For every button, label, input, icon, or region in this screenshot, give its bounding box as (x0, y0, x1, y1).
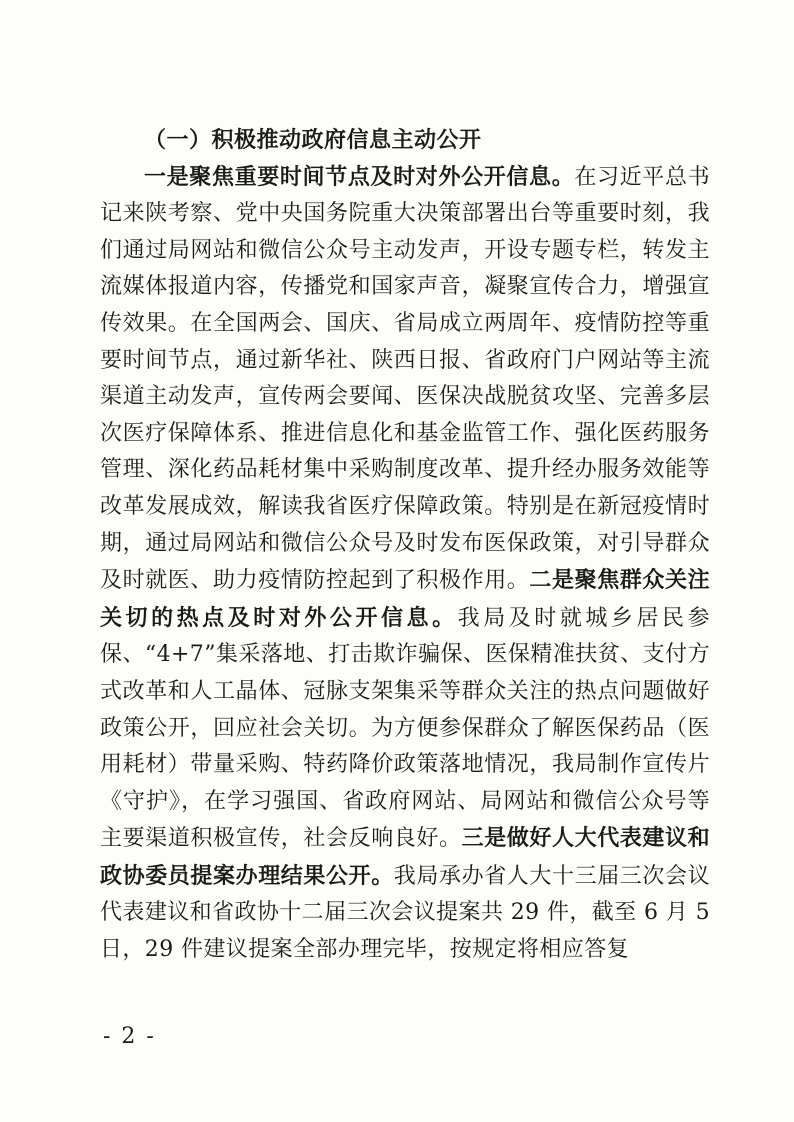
page-number: - 2 - (103, 1024, 156, 1049)
body-paragraph (100, 159, 710, 969)
point-two-text: 我局及时就城乡居民参保、“4+7”集采落地、打击欺诈骗保、医保精准扶贫、支付方式改革和人工晶体、冠脉支架集采等群众关注的热点问题做好政策公开，回应社会关切。为方便参保群众了解医保药品（医用耗材）带量采购、特药降价政策落地情况，我局制作宣传片《守护》，在学习强国、省政府网站、局网站和微信公众号等主要渠道积极宣传，社会反响良好。 (100, 605, 710, 852)
point-one-text: 在习近平总书记来陕考察、党中央国务院重大决策部署出台等重要时刻，我们通过局网站和微信公众号主动发声，开设专题专栏，转发主流媒体报道内容，传播党和国家声音，凝聚宣传合力，增强宣传效果。在全国两会、国庆、省局成立两周年、疫情防控等重要时间节点，通过新华社、陕西日报、省政府门户网站等主流渠道主动发声，宣传两会要闻、医保决战脱贫攻坚、完善多层次医疗保障体系、推进信息化和基金监管工作、强化医药服务管理、深化药品耗材集中采购制度改革、提升经办服务效能等改革发展成效，解读我省医疗保障政策。特别是在新冠疫情时期，通过局网站和微信公众号及时发布医保政策，对引导群众及时就医、助力疫情防控起到了积极作用。 (100, 164, 710, 594)
point-two-title: 二是聚焦群众关注关切的热点及时对外公开信息。 (100, 567, 711, 631)
point-three-title: 三是做好人大代表建议和政协委员提案办理结果公开。 (100, 825, 710, 889)
point-one-title: 一是聚焦重要时间节点及时对外公开信息。 (144, 163, 575, 190)
point-three-text: 我局承办省人大十三届三次会议代表建议和省政协十二届三次会议提案共 29 件，截至 6 月 5 日，29 件建议提案全部办理完毕，按规定将相应答复 (100, 863, 710, 963)
section-heading: （一）积极推动政府信息主动公开 (144, 127, 482, 153)
document-body (100, 122, 710, 969)
